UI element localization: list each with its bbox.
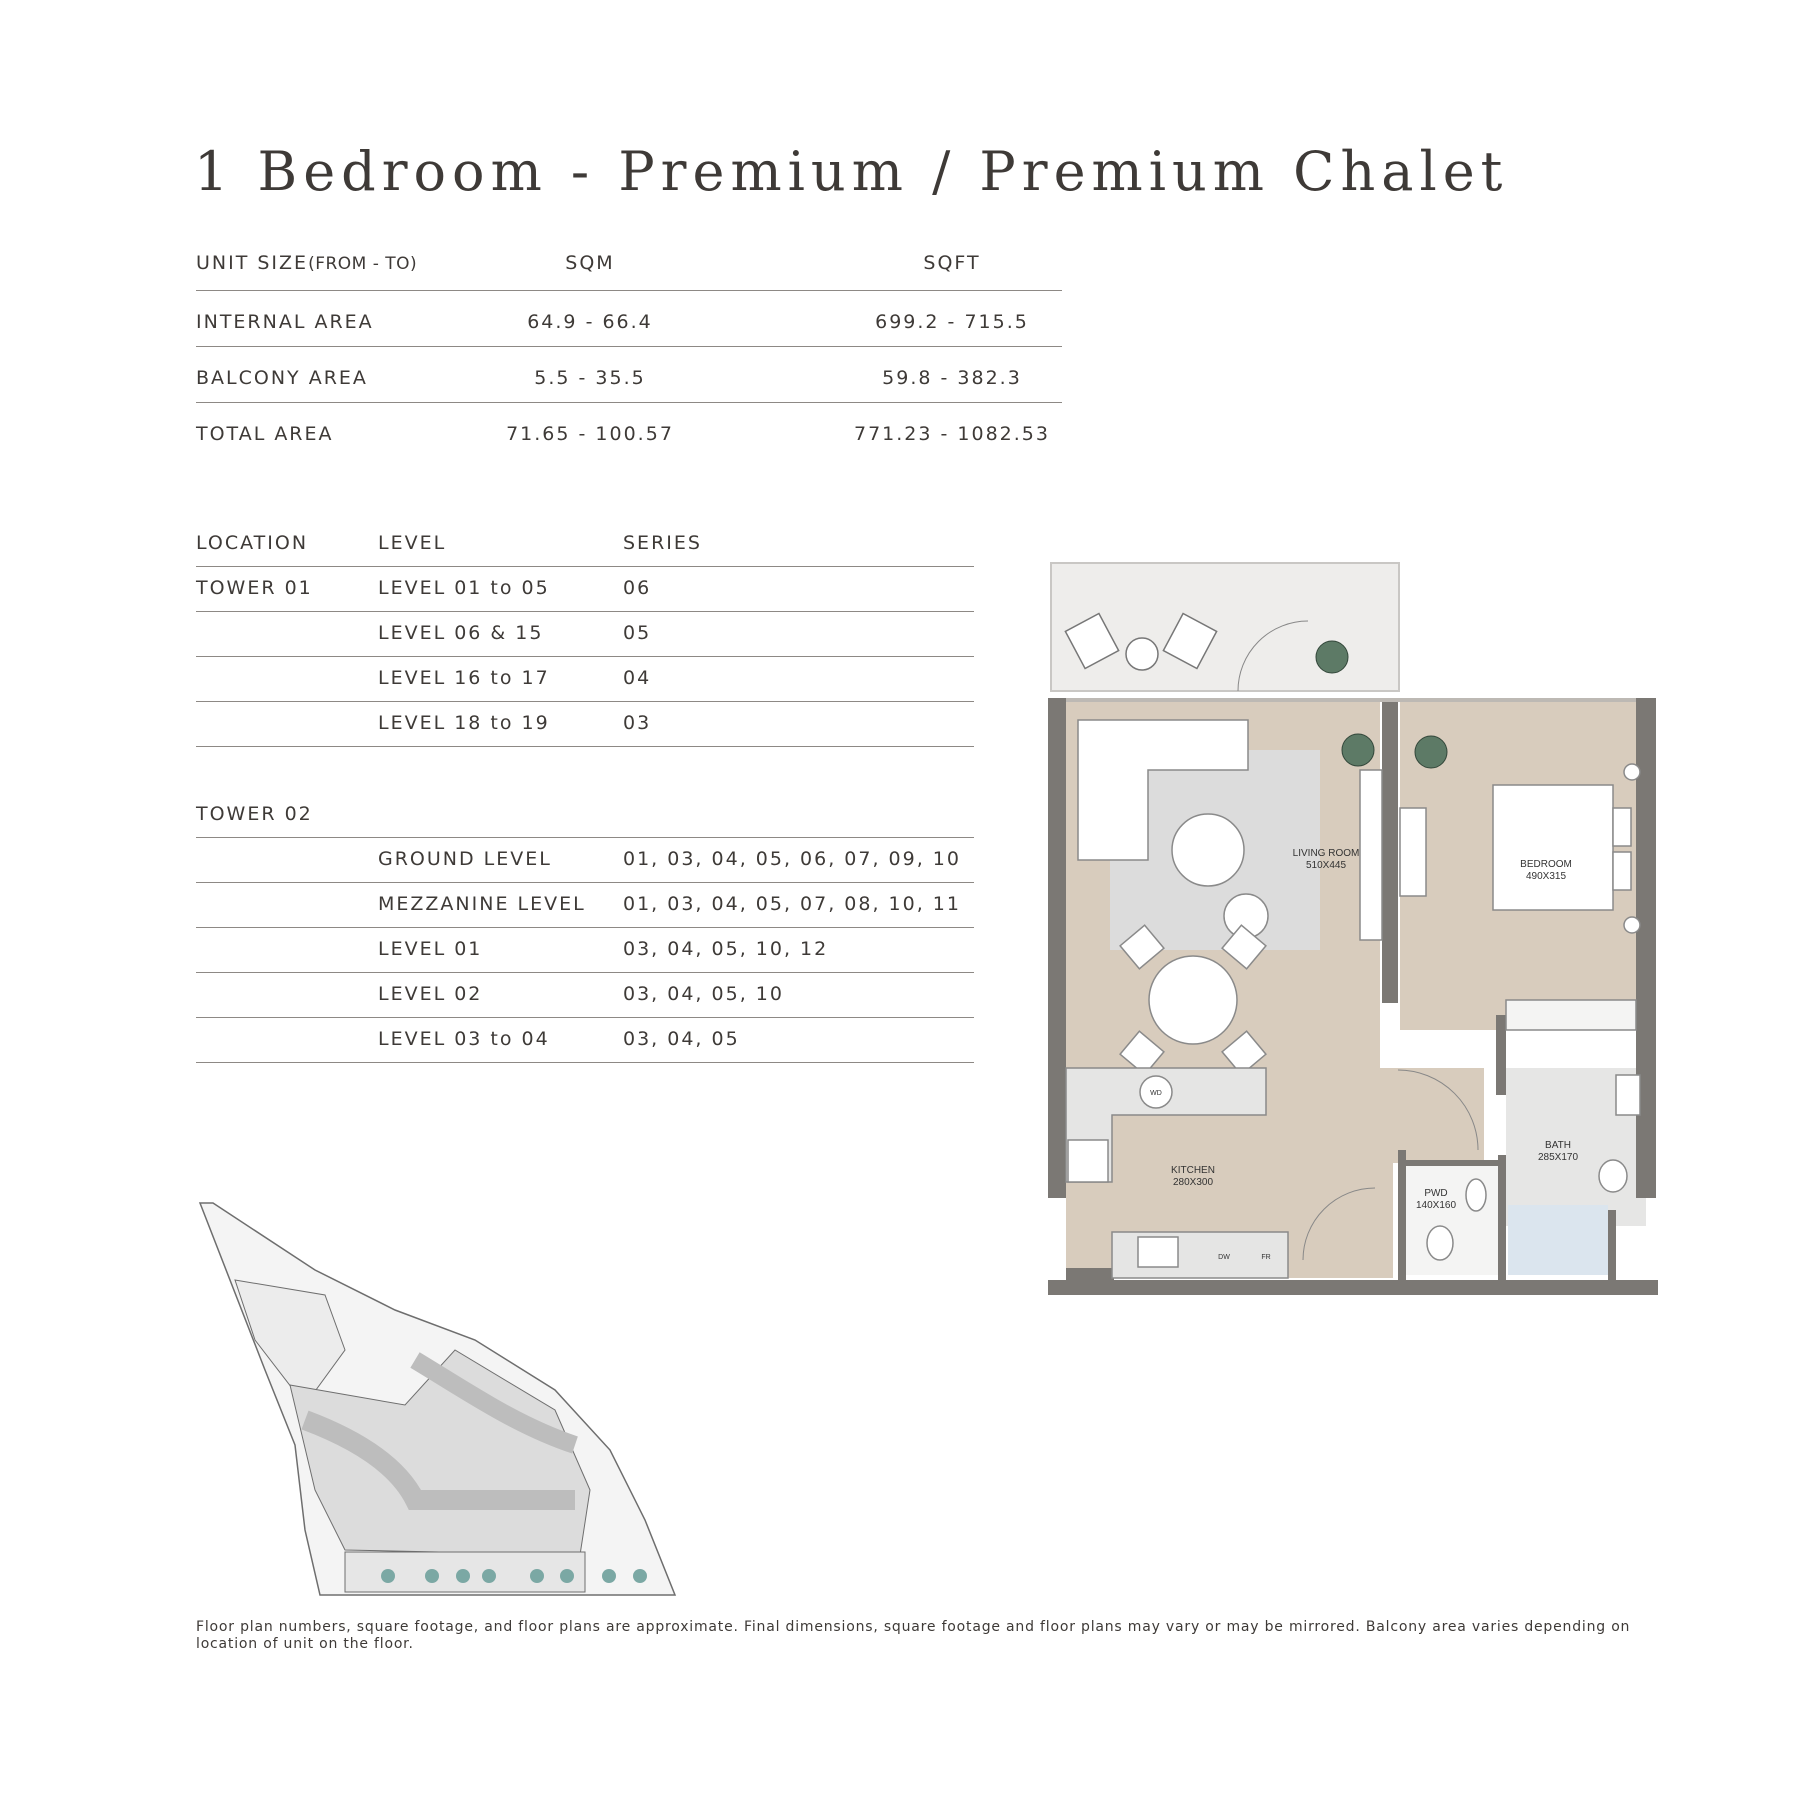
window-line: [1066, 698, 1636, 702]
series-cell: 03, 04, 05, 10, 12: [623, 938, 829, 960]
unit-size-header-note: (FROM - TO): [308, 254, 418, 274]
area-sqft: 59.8 - 382.3: [882, 367, 1022, 389]
bedroom-label: BEDROOM: [1520, 859, 1572, 870]
kitchen-label: KITCHEN: [1171, 1165, 1215, 1176]
table-row: [196, 928, 974, 973]
hall-floor: [1366, 1068, 1484, 1163]
table-row: [196, 1018, 974, 1063]
internal-area-row: [196, 291, 1062, 347]
balcony-plant: [1316, 641, 1348, 673]
dining-table: [1149, 956, 1237, 1044]
level-cell: MEZZANINE LEVEL: [378, 893, 586, 915]
tower-02-label: TOWER 02: [196, 803, 313, 825]
series-cell: 05: [623, 622, 652, 644]
location-header: LOCATION: [196, 532, 309, 554]
bath-label: BATH: [1545, 1140, 1571, 1151]
area-sqft: 699.2 - 715.5: [875, 311, 1029, 333]
area-sqm: 64.9 - 66.4: [527, 311, 653, 333]
unit-size-header-row: [196, 246, 1062, 291]
table-row: [196, 567, 974, 612]
level-cell: GROUND LEVEL: [378, 848, 552, 870]
table-row: [196, 612, 974, 657]
hob: [1068, 1140, 1108, 1182]
balcony-table: [1126, 638, 1158, 670]
area-sqft: 771.23 - 1082.53: [854, 423, 1050, 445]
location-header-row: [196, 522, 974, 567]
bath-size: 285X170: [1537, 1152, 1579, 1163]
area-label: TOTAL AREA: [196, 423, 334, 445]
level-cell: LEVEL 16 to 17: [378, 667, 550, 689]
plant: [1415, 736, 1447, 768]
tv-unit: [1360, 770, 1382, 940]
pillow: [1613, 852, 1631, 890]
level-cell: LEVEL 03 to 04: [378, 1028, 550, 1050]
level-cell: LEVEL 18 to 19: [378, 712, 550, 734]
series-cell: 03: [623, 712, 652, 734]
series-header: SERIES: [623, 532, 702, 554]
table-row: [196, 702, 974, 747]
table-row: [196, 657, 974, 702]
pwd-label: PWD: [1424, 1188, 1448, 1199]
pwd-basin: [1466, 1179, 1486, 1211]
location-table: [196, 522, 974, 1063]
table-row: [196, 838, 974, 883]
shower-floor: [1508, 1205, 1608, 1275]
living-room-size: 510X445: [1305, 860, 1347, 871]
wardrobe: [1506, 1000, 1636, 1030]
series-cell: 01, 03, 04, 05, 07, 08, 10, 11: [623, 893, 961, 915]
unit-size-header-label: UNIT SIZE(FROM - TO): [196, 252, 418, 274]
site-key-plan: [195, 1200, 685, 1605]
bedroom-size: 490X315: [1525, 871, 1567, 882]
unit-size-table: [196, 246, 1062, 458]
bed: [1493, 785, 1613, 910]
level-cell: LEVEL 02: [378, 983, 483, 1005]
washer-dryer-label: WD: [1150, 1090, 1162, 1097]
sqft-header: SQFT: [923, 252, 981, 274]
dishwasher-label: DW: [1218, 1254, 1230, 1261]
level-cell: LEVEL 01: [378, 938, 483, 960]
table-gap: [196, 747, 974, 793]
area-label: BALCONY AREA: [196, 367, 368, 389]
pwd-toilet: [1427, 1226, 1453, 1260]
total-area-row: [196, 403, 1062, 458]
entry-floor: [1303, 1160, 1393, 1278]
pillow: [1613, 808, 1631, 846]
sink: [1138, 1237, 1178, 1267]
pwd-floor: [1400, 1165, 1498, 1275]
kitchen-size: 280X300: [1172, 1177, 1214, 1188]
fridge-label: FR: [1261, 1254, 1271, 1261]
disclaimer: Floor plan numbers, square footage, and floor plans are approximate. Final dimensions, square footage and floor plans may vary or may be mirrored. Balcony area varies depending on location of unit on the floor.: [196, 1619, 1631, 1652]
series-cell: 04: [623, 667, 652, 689]
area-sqm: 5.5 - 35.5: [534, 367, 646, 389]
wardrobe-panel: [1400, 808, 1426, 896]
level-cell: LEVEL 06 & 15: [378, 622, 544, 644]
series-cell: 01, 03, 04, 05, 06, 07, 09, 10: [623, 848, 961, 870]
coffee-table: [1172, 814, 1244, 886]
plant: [1342, 734, 1374, 766]
area-sqm: 71.65 - 100.57: [506, 423, 674, 445]
series-cell: 06: [623, 577, 652, 599]
unit-floor-plan: [1048, 560, 1658, 1295]
level-header: LEVEL: [378, 532, 447, 554]
series-cell: 03, 04, 05: [623, 1028, 740, 1050]
tower-02-row: [196, 793, 974, 838]
table-row: [196, 883, 974, 928]
level-cell: LEVEL 01 to 05: [378, 577, 550, 599]
sqm-header: SQM: [565, 252, 615, 274]
vanity: [1616, 1075, 1640, 1115]
area-label: INTERNAL AREA: [196, 311, 374, 333]
balcony-area-row: [196, 347, 1062, 403]
pwd-size: 140X160: [1415, 1200, 1457, 1211]
table-row: [196, 973, 974, 1018]
tower-01-label: TOWER 01: [196, 577, 313, 599]
nightstand-lamp: [1624, 764, 1640, 780]
nightstand-lamp: [1624, 917, 1640, 933]
series-cell: 03, 04, 05, 10: [623, 983, 784, 1005]
living-room-label: LIVING ROOM: [1292, 848, 1360, 859]
page-title: 1 Bedroom - Premium / Premium Chalet: [194, 140, 1509, 203]
toilet: [1599, 1160, 1627, 1192]
